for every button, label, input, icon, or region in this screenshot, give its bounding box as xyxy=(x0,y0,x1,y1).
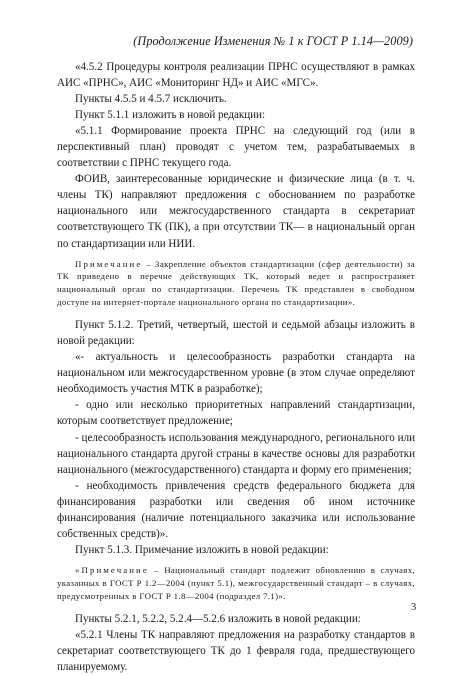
paragraph-4-5-2: «4.5.2 Процедуры контроля реализации ПРНС осуществляют в рамках АИС «ПРНС», АИС «Мониторинг НД» и АИС «МГС». xyxy=(57,61,415,90)
note-text: – Национальный стандарт подлежит обновлению в случаях, указанных в ГОСТ Р 1.2—2004 (пункт 5.1), межгосударственный стандарт – в случаях, предусмотренных в ГОСТ Р 1.8—2004 (подраздел 7.1)». xyxy=(57,564,415,601)
paragraph-budget: - необходимость привлечения средств федерального бюджета для финансирования разработки или сведения об ином источнике финансирования (наличие потенциального заказчика или использование собственных средств)». xyxy=(57,479,415,540)
paragraph-expediency: - целесообразность использования международного, регионального или национального стандарта другой страны в качестве основы для разработки национального (межгосударственного) стандарта и форму его применения; xyxy=(57,431,415,476)
running-header: (Продолжение Изменения № 1 к ГОСТ Р 1.14—2009) xyxy=(133,34,413,48)
page-number: 3 xyxy=(411,602,417,613)
paragraph-5-2-1: «5.2.1 Члены ТК направляют предложения на разработку стандартов в секретариат соответствующего ТК до 1 февраля года, предшествующего планируемому. xyxy=(57,628,415,673)
paragraph-5-1-3-intro: Пункт 5.1.3. Примечание изложить в новой редакции: xyxy=(75,543,329,556)
paragraph-actuality: «- актуальность и целесообразность разработки стандарта на национальном или межгосударственном уровне (в этом случае определяют необходимость участия МТК в разработке); xyxy=(57,351,415,396)
paragraph-5-1-2-intro: Пункт 5.1.2. Третий, четвертый, шестой и седьмой абзацы изложить в новой редакции: xyxy=(57,319,415,348)
paragraph-foiv: ФОИВ, заинтересованные юридические и физические лица (в т. ч. члены ТК) направляют предложения с обоснованием по разработке национального или межгосударственного стандарта в секретариат соответствующего ТК (ПК), а при отсутствии ТК— в национальный орган по стандартизации или НИИ. xyxy=(57,173,415,250)
note-standard-update xyxy=(57,564,415,603)
paragraph-5-2-intro: Пункты 5.2.1, 5.2.2, 5.2.4—5.2.6 изложить в новой редакции: xyxy=(75,612,361,625)
paragraph-5-1-1: «5.1.1 Формирование проекта ПРНС на следующий год (или в перспективный план) проводят с учетом тем, разрабатываемых в соответствии с ПРНС текущего года. xyxy=(57,125,415,170)
note-label: «Примечание xyxy=(75,564,149,575)
note-label: Примечание xyxy=(75,258,143,269)
note-text: – Закрепление объектов стандартизации (сфер деятельности) за ТК приведено в перечне действующих ТК, который ведет и распространяет национальный орган по стандартизации. Перечень ТК представлен в свободном доступе на интернет-портале национального органа по стандартизации». xyxy=(57,258,415,308)
paragraph-priorities: - одно или несколько приоритетных направлений стандартизации, которым соответствует предложение; xyxy=(57,399,415,428)
note-tk-list xyxy=(57,258,415,310)
document-body xyxy=(57,59,415,675)
paragraph-5-1-1-intro: Пункт 5.1.1 изложить в новой редакции: xyxy=(75,109,266,122)
paragraph-exclude-4-5-5: Пункты 4.5.5 и 4.5.7 исключить. xyxy=(75,93,227,106)
